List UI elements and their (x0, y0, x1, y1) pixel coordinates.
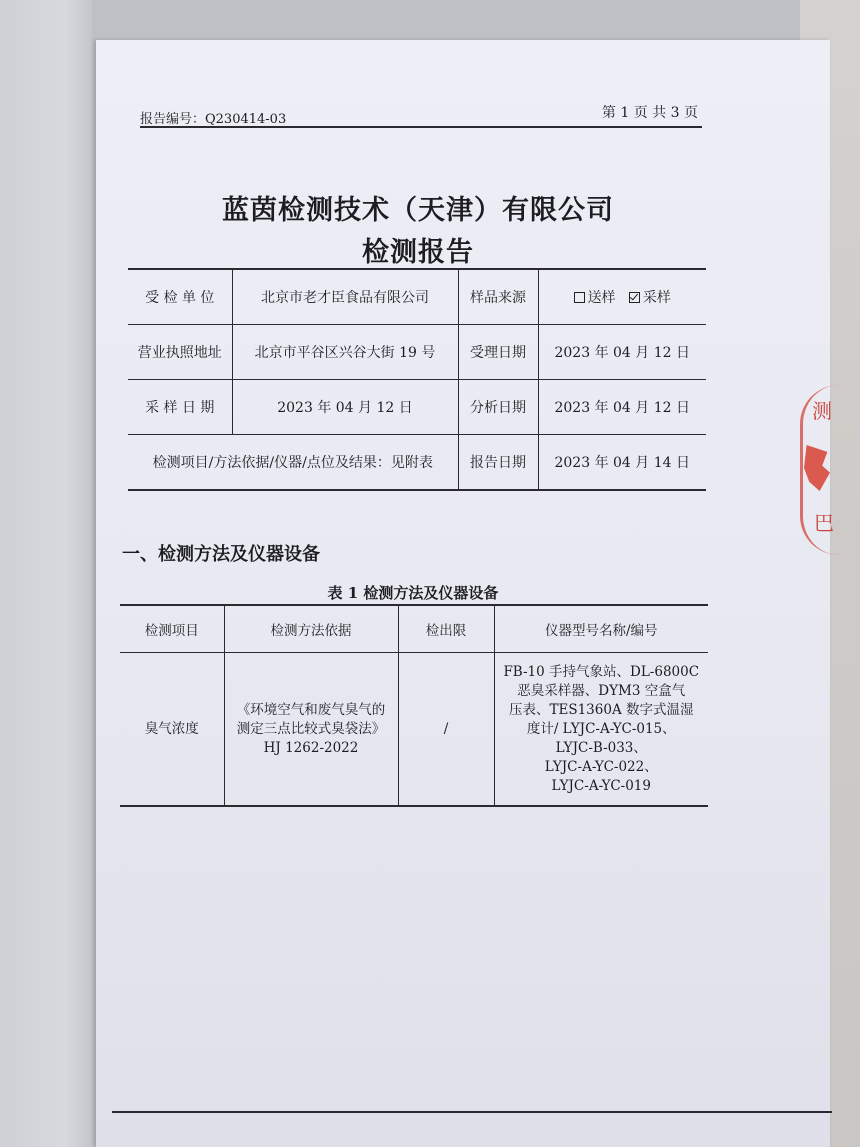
client-label: 受 检 单 位 (128, 269, 232, 325)
instrument-cell (494, 653, 708, 807)
method-line: 《环境空气和废气臭气的 (236, 701, 386, 718)
table-caption: 表 1 检测方法及仪器设备 (327, 584, 499, 602)
method-line: HJ 1262-2022 (263, 739, 359, 756)
source-option-sampled: 采样 (642, 290, 671, 306)
sample-date-value: 2023 年 04 月 12 日 (232, 380, 458, 435)
seal-stamp (800, 375, 840, 560)
analysis-date-label: 分析日期 (458, 380, 538, 435)
column-header: 检测项目 (120, 605, 224, 653)
table-row (120, 653, 708, 807)
column-header: 检测方法依据 (224, 605, 398, 653)
item-cell: 臭气浓度 (120, 653, 224, 807)
sample-date-label: 采 样 日 期 (128, 380, 232, 435)
method-line: 测定三点比较式臭袋法》 (236, 720, 386, 737)
instrument-line: 度计/ LYJC-A-YC-015、 (526, 720, 676, 737)
table-row (128, 435, 706, 491)
column-header: 检出限 (398, 605, 494, 653)
section-heading: 一、检测方法及仪器设备 (122, 544, 320, 565)
table-row (128, 269, 706, 325)
report-info-table (128, 268, 706, 491)
column-header: 仪器型号名称/编号 (494, 605, 708, 653)
table-row (128, 325, 706, 380)
address-label: 营业执照地址 (128, 325, 232, 380)
methods-table (120, 604, 708, 807)
stamp-char: 测 (812, 399, 832, 423)
table-row (128, 380, 706, 435)
accept-date-value: 2023 年 04 月 12 日 (538, 325, 706, 380)
instrument-line: LYJC-A-YC-022、 (544, 758, 658, 775)
footer-rule (112, 1111, 832, 1113)
analysis-date-value: 2023 年 04 月 12 日 (538, 380, 706, 435)
client-value: 北京市老才臣食品有限公司 (232, 269, 458, 325)
instrument-line: FB-10 手持气象站、DL-6800C (503, 663, 700, 680)
stamp-char: 巴 (814, 511, 834, 535)
page-indicator: 第 1 页 共 3 页 (601, 105, 698, 121)
instrument-line: 恶臭采样器、DYM3 空盒气 (517, 682, 686, 699)
items-note: 检测项目/方法依据/仪器/点位及结果：见附表 (128, 435, 458, 491)
table-header-row (120, 605, 708, 653)
limit-cell: / (398, 653, 494, 807)
accept-date-label: 受理日期 (458, 325, 538, 380)
report-date-label: 报告日期 (458, 435, 538, 491)
method-cell (224, 653, 398, 807)
source-label: 样品来源 (458, 269, 538, 325)
document-title: 检测报告 (362, 237, 474, 268)
facing-page (0, 0, 92, 1147)
source-options (538, 269, 706, 325)
company-title: 蓝茵检测技术（天津）有限公司 (222, 195, 614, 226)
report-date-value: 2023 年 04 月 14 日 (538, 435, 706, 491)
report-page (96, 40, 830, 1147)
instrument-line: 压表、TES1360A 数字式温湿 (508, 701, 694, 718)
report-number: 报告编号：Q230414-03 (140, 112, 287, 127)
source-option-delivered: 送样 (587, 290, 616, 306)
address-value: 北京市平谷区兴谷大街 19 号 (232, 325, 458, 380)
checked-box-icon (629, 292, 640, 303)
instrument-line: LYJC-A-YC-019 (551, 777, 651, 794)
unchecked-box-icon (574, 292, 585, 303)
instrument-line: LYJC-B-033、 (555, 739, 647, 756)
page-header (140, 102, 702, 128)
